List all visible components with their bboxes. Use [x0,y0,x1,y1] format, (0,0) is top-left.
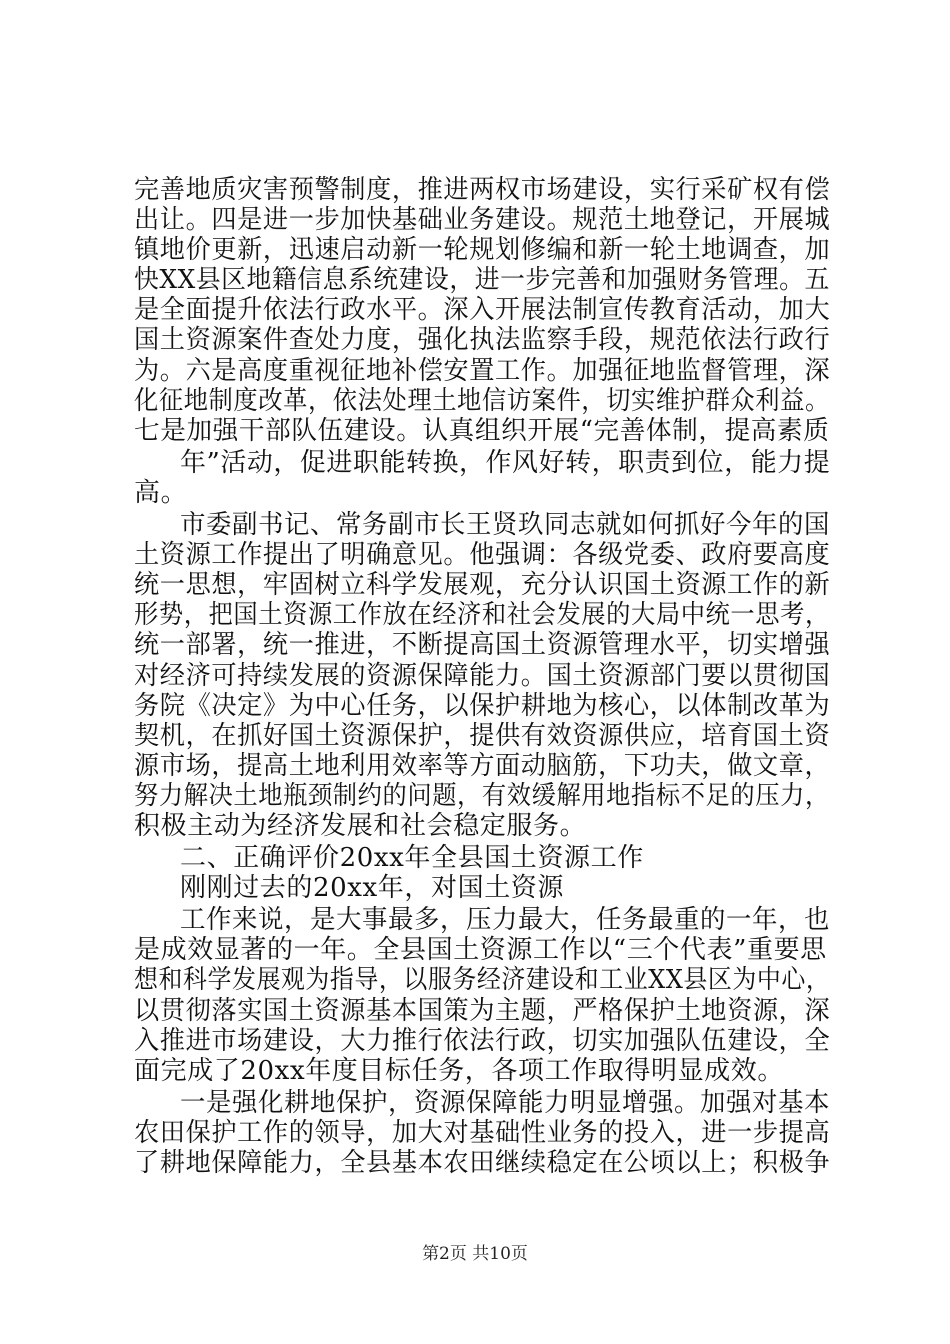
section-heading: 二、正确评价20xx年全县国土资源工作 [180,843,644,873]
paragraph-first-line: 市委副书记、常务副市长王贤玖同志就如何抓好今年的国 [180,510,830,540]
body-text-line: 契机，在抓好国土资源保护，提供有效资源供应，培育国土资 [134,721,831,751]
body-text-line: 工作来说，是大事最多，压力最大，任务最重的一年，也 [180,905,830,935]
body-text-line: 以贯彻落实国土资源基本国策为主题，严格保护土地资源，深 [134,996,831,1026]
body-text-line: 了耕地保障能力，全县基本农田继续稳定在公顷以上；积极争 [134,1148,831,1178]
body-text-line: 入推进市场建设，大力推行依法行政，切实加强队伍建设，全 [134,1026,831,1056]
body-text-line: 统一部署，统一推进，不断提高国土资源管理水平，切实增强 [134,630,831,660]
body-text-line: 农田保护工作的领导，加大对基础性业务的投入，进一步提高 [134,1118,831,1148]
body-text-line: 源市场，提高土地利用效率等方面动脑筋，下功夫，做文章， [134,751,831,781]
body-text-line: 为。六是高度重视征地补偿安置工作。加强征地监督管理，深 [134,356,831,386]
body-text-line: 想和科学发展观为指导，以服务经济建设和工业XX县区为中心， [134,965,831,995]
body-text-line: 高。 [134,478,188,508]
body-text-line: 国土资源案件查处力度，强化执法监察手段，规范依法行政行 [134,325,831,355]
paragraph-first-line: 刚刚过去的20xx年，对国土资源 [180,873,565,903]
body-text-line: 积极主动为经济发展和社会稳定服务。 [134,811,587,841]
page-number-footer: 第2页 共10页 [422,1244,528,1264]
body-text-line: 出让。四是进一步加快基础业务建设。规范土地登记，开展城 [134,205,831,235]
body-text-line: 快XX县区地籍信息系统建设，进一步完善和加强财务管理。五 [134,265,830,295]
body-text-line: 年”活动，促进职能转换，作风好转，职责到位，能力提 [180,448,831,478]
body-text-line: 形势，把国土资源工作放在经济和社会发展的大局中统一思考， [134,600,830,630]
body-text-line: 七是加强干部队伍建设。认真组织开展“完善体制，提高素质 [134,416,830,446]
body-text-line: 完善地质灾害预警制度，推进两权市场建设，实行采矿权有偿 [134,175,831,205]
body-text-line: 努力解决土地瓶颈制约的问题，有效缓解用地指标不足的压力， [134,781,830,811]
body-text-line: 镇地价更新，迅速启动新一轮规划修编和新一轮土地调查，加 [134,235,831,265]
body-text-line: 务院《决定》为中心任务，以保护耕地为核心，以体制改革为 [134,691,831,721]
body-text-line: 面完成了20xx年度目标任务，各项工作取得明显成效。 [134,1056,785,1086]
body-text-line: 统一思想，牢固树立科学发展观，充分认识国土资源工作的新 [134,570,831,600]
paragraph-first-line: 一是强化耕地保护，资源保障能力明显增强。加强对基本 [180,1088,830,1118]
body-text-line: 化征地制度改革，依法处理土地信访案件，切实维护群众利益。 [134,386,830,416]
body-text-line: 是成效显著的一年。全县国土资源工作以“三个代表”重要思 [134,935,827,965]
body-text-line: 对经济可持续发展的资源保障能力。国土资源部门要以贯彻国 [134,661,831,691]
body-text-line: 土资源工作提出了明确意见。他强调：各级党委、政府要高度 [134,540,831,570]
body-text-line: 是全面提升依法行政水平。深入开展法制宣传教育活动，加大 [134,295,831,325]
